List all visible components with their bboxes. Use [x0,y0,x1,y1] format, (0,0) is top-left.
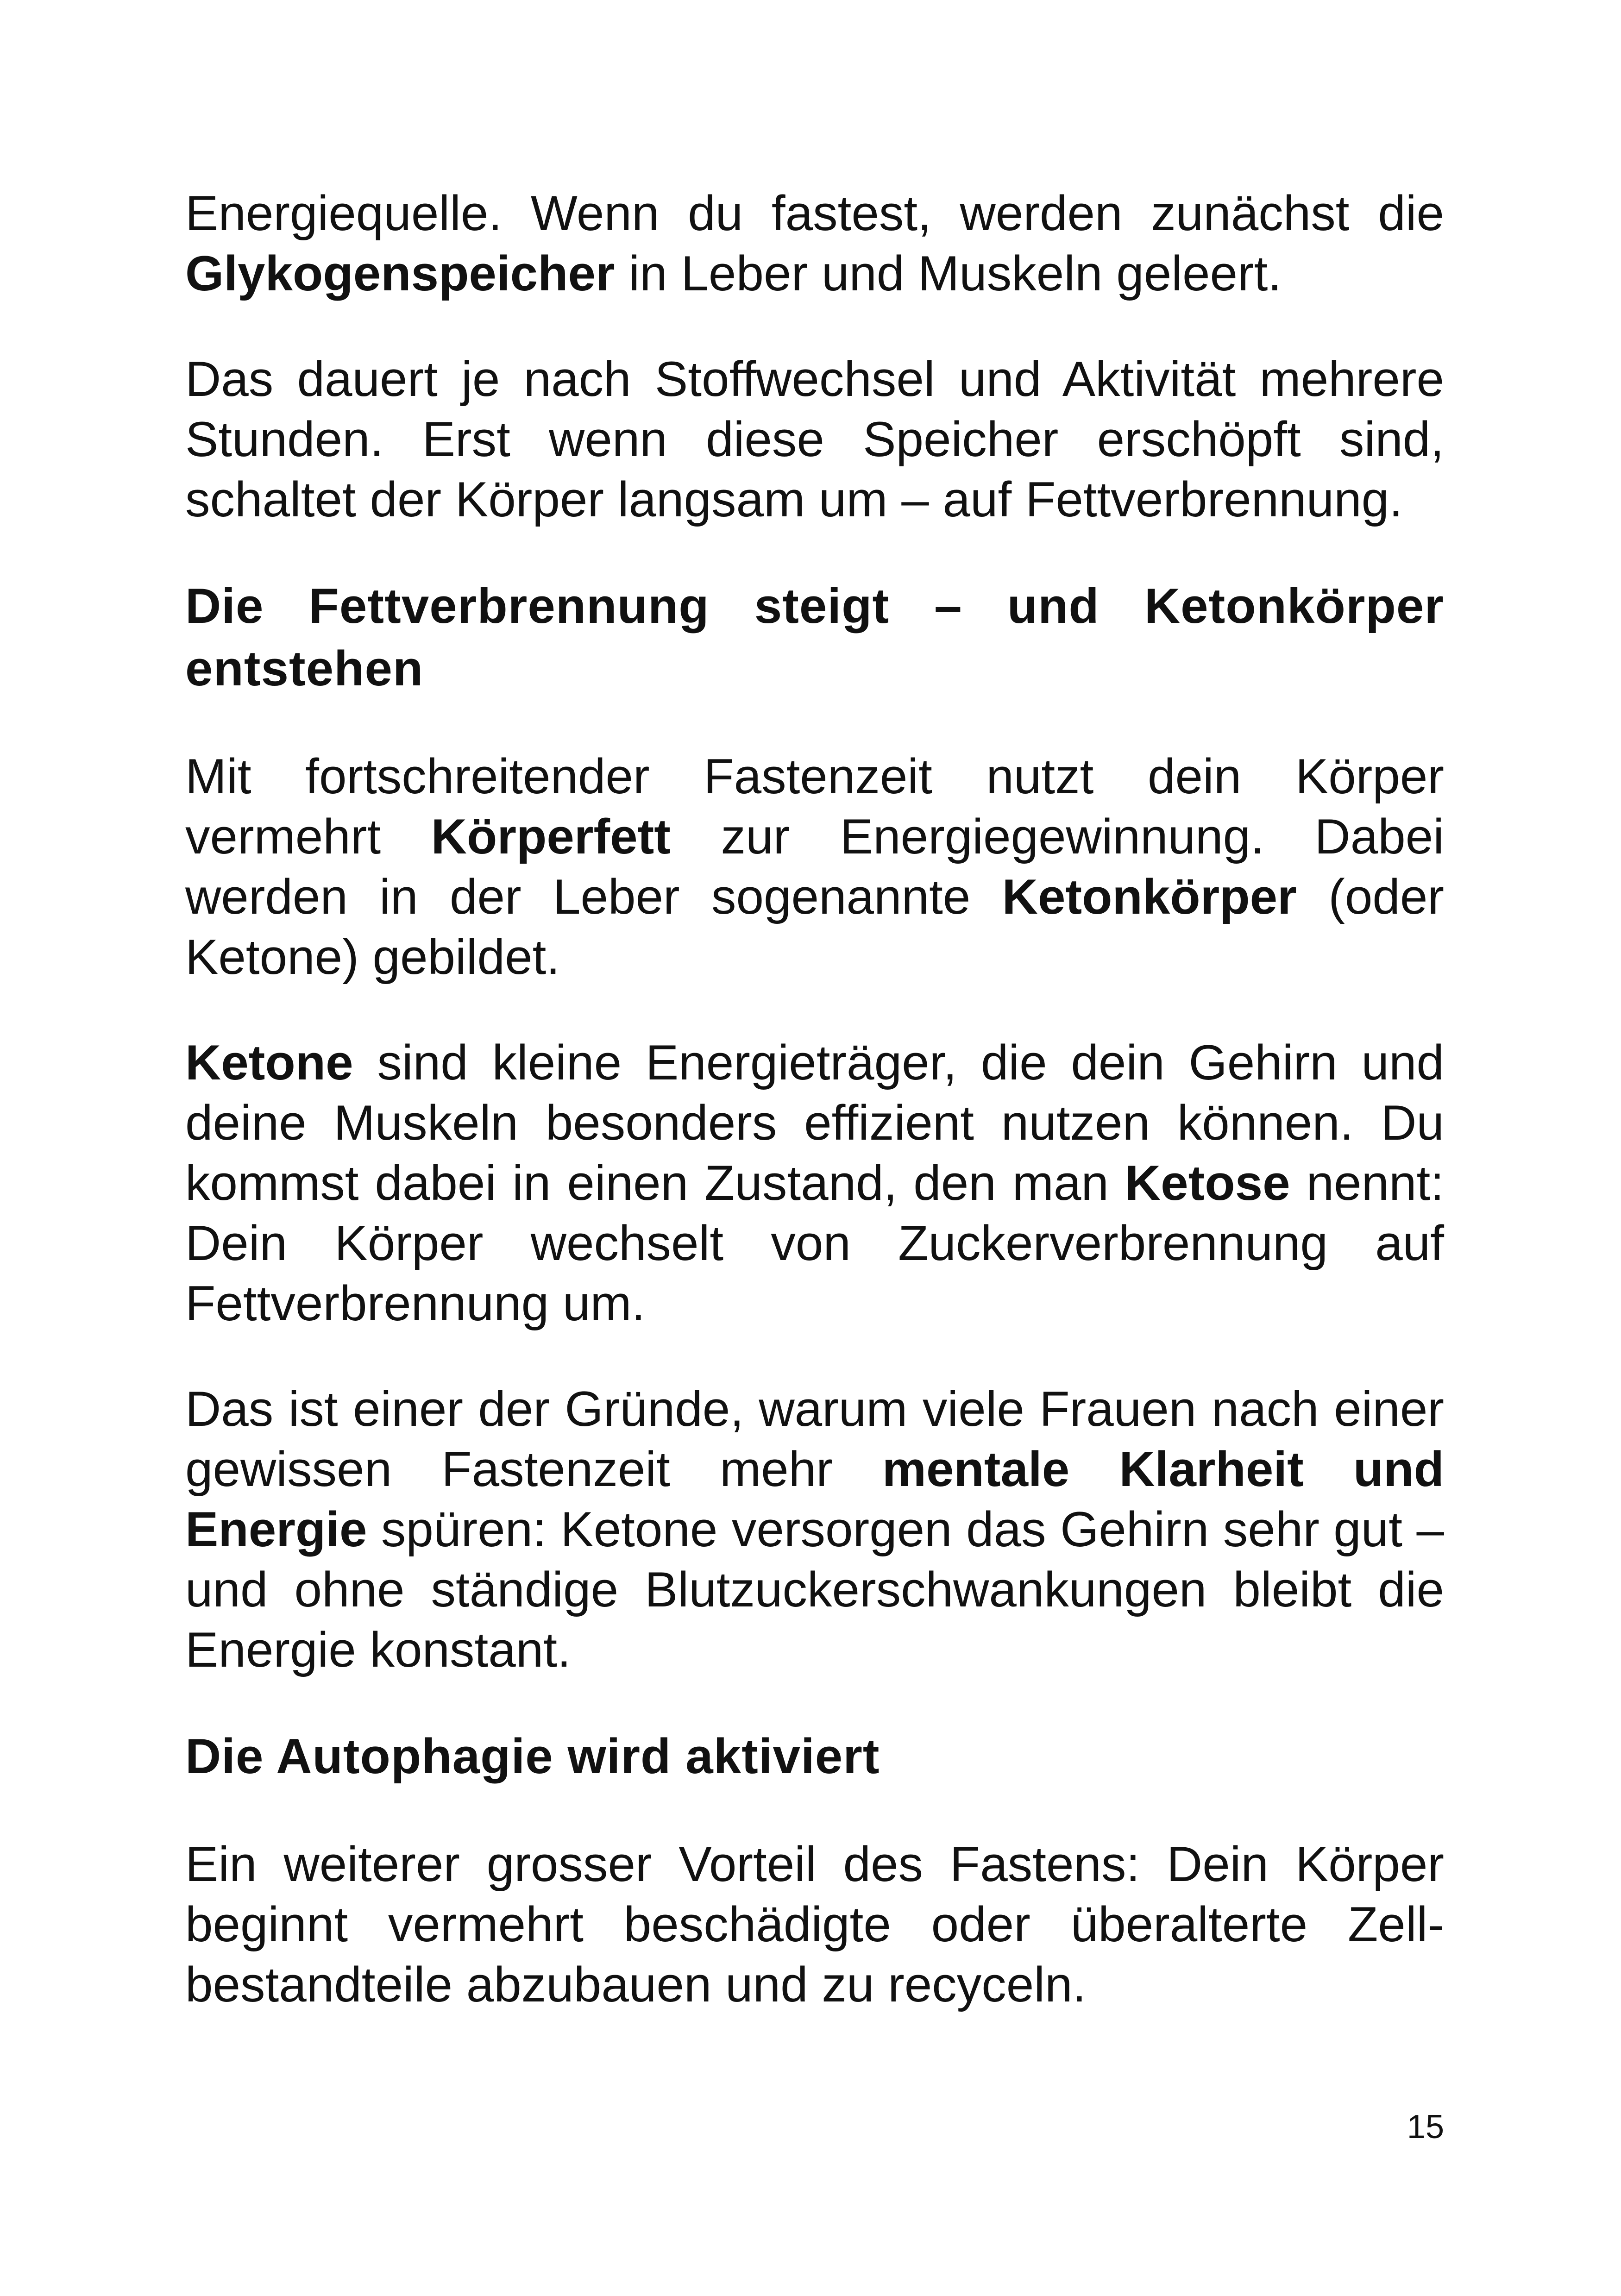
paragraph-koerperfett [185,746,1444,987]
text-segment: Das dauert je nach Stoffwechsel und Aktivität mehrere Stunden. Erst wenn diese Speicher erschöpft sind, schaltet der Körper langsam um – auf Fettverbrennung. [185,351,1444,527]
paragraph-stoffwechsel [185,349,1444,529]
paragraph-autophagie [185,1834,1444,2014]
page-number: 15 [1407,2108,1444,2145]
bold-term-ketonkoerper: Ketonkörper [1002,869,1297,924]
text-segment: Ein weiterer grosser Vorteil des Fastens: Dein Körper beginnt vermehrt beschädigte oder überalterte Zell-bestandteile abzubauen und zu recyceln. [185,1836,1444,2012]
text-segment: zur Energiegewinnung. Dabei werden in der Leber sogenannte [185,809,1444,924]
text-segment: nennt: Dein Körper wechselt von Zuckerverbrennung auf Fettverbrennung um. [185,1155,1444,1331]
paragraph-klarheit [185,1379,1444,1680]
text-segment: spüren: Ketone versorgen das Gehirn sehr gut – und ohne ständige Blutzuckerschwankungen bleibt die Energie konstant. [185,1501,1444,1677]
text-segment: Mit fortschreitender Fastenzeit nutzt dein Körper vermehrt [185,748,1444,864]
paragraph-ketone [185,1032,1444,1333]
text-segment: sind kleine Energieträger, die dein Gehirn und deine Muskeln besonders effizient nutzen können. Du kommst dabei in einen Zustand, den man [185,1035,1444,1211]
bold-term-glykogenspeicher: Glykogenspeicher [185,245,615,301]
text-segment: Das ist einer der Gründe, warum viele Frauen nach einer gewissen Fastenzeit mehr [185,1381,1444,1497]
bold-term-ketone: Ketone [185,1035,353,1090]
bold-term-ketose: Ketose [1125,1155,1290,1211]
text-segment: in Leber und Muskeln geleert. [615,245,1282,301]
section-heading-fettverbrennung: Die Fettverbrennung steigt – und Ketonkörper entstehen [185,578,1444,696]
bold-term-mentale-klarheit: mentale Klarheit und Energie [185,1441,1444,1557]
section-heading-autophagie: Die Autophagie wird aktiviert [185,1728,880,1784]
paragraph-glykogen [185,183,1444,303]
page-body [185,183,1444,2060]
bold-term-koerperfett: Körperfett [431,809,671,864]
text-segment: (oder Ketone) gebildet. [185,869,1444,985]
text-segment: Energiequelle. Wenn du fastest, werden zunächst die [185,185,1444,241]
